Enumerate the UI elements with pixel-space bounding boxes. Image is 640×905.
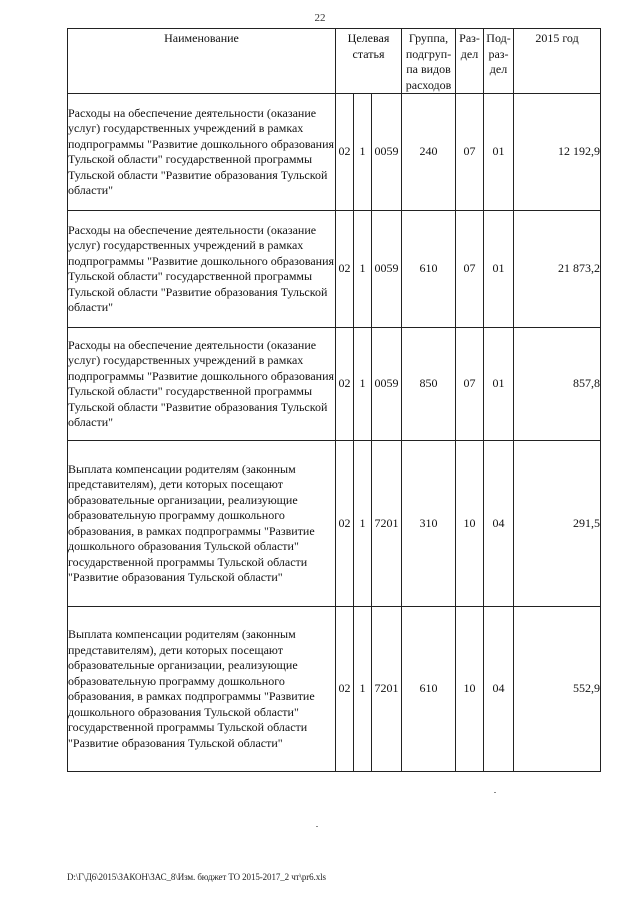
row-subsection: 01 bbox=[484, 94, 514, 211]
row-name: Расходы на обеспечение деятельности (оказание услуг) государственных учреждений в рамках подпрограммы "Развитие дошкольного образования Тульской области" государственной программы Тульской области "Развитие образования Тульской области" bbox=[68, 94, 336, 211]
row-name: Выплата компенсации родителям (законным представителям), дети которых посещают образовательные организации, реализующие образовательную программу дошкольного образования, в рамках подпрограммы "Развитие дошкольного образования Тульской области" государственной программы Тульской области "Развитие образования Тульской области" bbox=[68, 441, 336, 607]
row-amount: 291,5 bbox=[514, 441, 601, 607]
row-program-code: 02 bbox=[336, 328, 354, 441]
row-direction-code: 0059 bbox=[372, 328, 402, 441]
file-path-footer: D:\Г\Д6\2015\ЗАКОН\ЗАС_8\Изм. бюджет ТО 2015-2017_2 чт\pr6.xls bbox=[67, 872, 326, 882]
table-row bbox=[68, 94, 601, 211]
row-section: 10 bbox=[456, 441, 484, 607]
header-section: Раз-дел bbox=[456, 29, 484, 94]
table-row bbox=[68, 441, 601, 607]
budget-table bbox=[67, 28, 601, 772]
row-section: 07 bbox=[456, 328, 484, 441]
header-name: Наименование bbox=[68, 29, 336, 94]
row-amount: 552,9 bbox=[514, 607, 601, 772]
scan-speck bbox=[316, 826, 318, 827]
row-section: 07 bbox=[456, 211, 484, 328]
row-program-code: 02 bbox=[336, 607, 354, 772]
row-subsection: 01 bbox=[484, 328, 514, 441]
page-number: 22 bbox=[314, 12, 326, 24]
row-amount: 857,8 bbox=[514, 328, 601, 441]
row-amount: 21 873,2 bbox=[514, 211, 601, 328]
row-expense-group: 850 bbox=[402, 328, 456, 441]
row-name: Расходы на обеспечение деятельности (оказание услуг) государственных учреждений в рамках подпрограммы "Развитие дошкольного образования Тульской области" государственной программы Тульской области "Развитие образования Тульской области" bbox=[68, 211, 336, 328]
row-subprogram-code: 1 bbox=[354, 328, 372, 441]
row-name: Расходы на обеспечение деятельности (оказание услуг) государственных учреждений в рамках подпрограммы "Развитие дошкольного образования Тульской области" государственной программы Тульской области "Развитие образования Тульской области" bbox=[68, 328, 336, 441]
row-expense-group: 240 bbox=[402, 94, 456, 211]
row-subprogram-code: 1 bbox=[354, 607, 372, 772]
table-row bbox=[68, 607, 601, 772]
row-program-code: 02 bbox=[336, 211, 354, 328]
header-subsection: Под-раз-дел bbox=[484, 29, 514, 94]
row-expense-group: 310 bbox=[402, 441, 456, 607]
row-direction-code: 7201 bbox=[372, 441, 402, 607]
row-section: 07 bbox=[456, 94, 484, 211]
row-subsection: 04 bbox=[484, 607, 514, 772]
row-name: Выплата компенсации родителям (законным представителям), дети которых посещают образовательные организации, реализующие образовательную программу дошкольного образования, в рамках подпрограммы "Развитие дошкольного образования Тульской области" государственной программы Тульской области "Развитие образования Тульской области" bbox=[68, 607, 336, 772]
row-direction-code: 0059 bbox=[372, 211, 402, 328]
row-subprogram-code: 1 bbox=[354, 211, 372, 328]
table-row bbox=[68, 211, 601, 328]
row-subprogram-code: 1 bbox=[354, 94, 372, 211]
row-program-code: 02 bbox=[336, 441, 354, 607]
header-expense-group: Группа, подгруп-па видов расходов bbox=[402, 29, 456, 94]
header-year-2015: 2015 год bbox=[514, 29, 601, 94]
row-subsection: 01 bbox=[484, 211, 514, 328]
row-direction-code: 0059 bbox=[372, 94, 402, 211]
row-subprogram-code: 1 bbox=[354, 441, 372, 607]
row-expense-group: 610 bbox=[402, 607, 456, 772]
row-expense-group: 610 bbox=[402, 211, 456, 328]
scan-speck bbox=[494, 792, 496, 793]
header-target-article: Целевая статья bbox=[336, 29, 402, 94]
row-subsection: 04 bbox=[484, 441, 514, 607]
row-program-code: 02 bbox=[336, 94, 354, 211]
row-section: 10 bbox=[456, 607, 484, 772]
table-header-row bbox=[68, 29, 601, 94]
row-direction-code: 7201 bbox=[372, 607, 402, 772]
row-amount: 12 192,9 bbox=[514, 94, 601, 211]
table-row bbox=[68, 328, 601, 441]
